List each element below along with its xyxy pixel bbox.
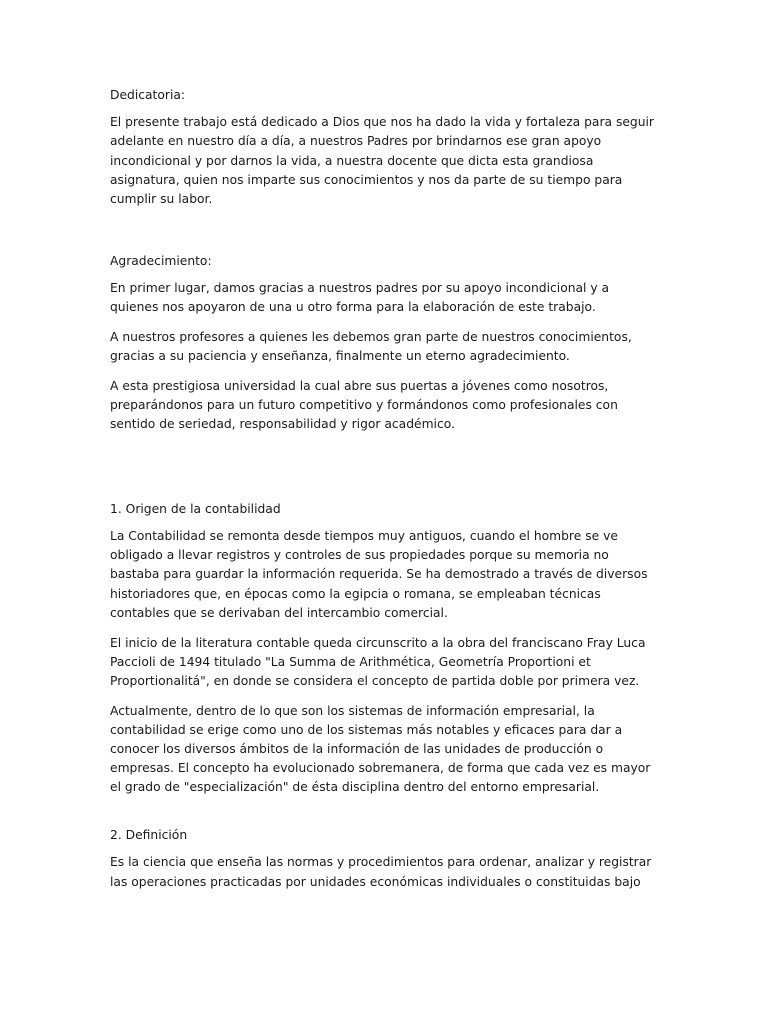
text-line: adelante en nuestro día a día, a nuestros Padres por brindarnos ese gran apoyo xyxy=(110,134,602,149)
text-line: Proportionalitá", en donde se considera el concepto de partida doble por primera vez. xyxy=(110,673,640,688)
dedicatoria-paragraph xyxy=(110,113,662,209)
text-line: contables que se derivaban del intercambio comercial. xyxy=(110,605,448,620)
spacer xyxy=(110,220,662,252)
text-line: contabilidad se erige como uno de los sistemas más notables y eficaces para dar a xyxy=(110,722,623,737)
spacer xyxy=(110,445,662,500)
text-line: A esta prestigiosa universidad la cual abre sus puertas a jóvenes como nosotros, xyxy=(110,378,609,393)
text-line: Paccioli de 1494 titulado "La Summa de Arithmética, Geometría Proportioni et xyxy=(110,654,591,669)
text-line: sentido de seriedad, responsabilidad y rigor académico. xyxy=(110,417,455,432)
text-line: las operaciones practicadas por unidades económicas individuales o constituidas bajo xyxy=(110,874,641,889)
text-line: El inicio de la literatura contable queda circunscrito a la obra del franciscano Fray Luca xyxy=(110,635,646,650)
text-line: quienes nos apoyaron de una u otro forma para la elaboración de este trabajo. xyxy=(110,300,596,315)
definicion-heading: 2. Definición xyxy=(110,828,188,843)
text-line: preparándonos para un futuro competitivo y formándonos como profesionales con xyxy=(110,397,618,412)
text-line: bastaba para guardar la información requerida. Se ha demostrado a través de diversos xyxy=(110,567,648,582)
text-line: empresas. El concepto ha evolucionado sobremanera, de forma que cada vez es mayor xyxy=(110,761,651,776)
agradecimiento-paragraph-3 xyxy=(110,377,662,435)
text-line: asignatura, quien nos imparte sus conocimientos y nos da parte de su tiempo para xyxy=(110,172,623,187)
text-line: gracias a su paciencia y enseñanza, finalmente un eterno agradecimiento. xyxy=(110,349,570,364)
agradecimiento-paragraph-2 xyxy=(110,328,662,366)
definicion-paragraph xyxy=(110,853,662,891)
origen-paragraph-2 xyxy=(110,634,662,692)
origen-paragraph-1 xyxy=(110,527,662,623)
text-line: El presente trabajo está dedicado a Dios que nos ha dado la vida y fortaleza para seguir xyxy=(110,115,654,130)
text-line: Actualmente, dentro de lo que son los sistemas de información empresarial, la xyxy=(110,703,595,718)
agradecimiento-paragraph-1 xyxy=(110,279,662,317)
document-body xyxy=(110,86,662,902)
text-line: obligado a llevar registros y controles de sus propiedades porque su memoria no xyxy=(110,548,609,563)
text-line: La Contabilidad se remonta desde tiempos muy antiguos, cuando el hombre se ve xyxy=(110,529,618,544)
text-line: incondicional y por darnos la vida, a nuestra docente que dicta esta grandiosa xyxy=(110,153,594,168)
text-line: cumplir su labor. xyxy=(110,192,213,207)
text-line: A nuestros profesores a quienes les debemos gran parte de nuestros conocimientos, xyxy=(110,329,632,344)
text-line: conocer los diversos ámbitos de la información de las unidades de producción o xyxy=(110,742,604,757)
text-line: En primer lugar, damos gracias a nuestros padres por su apoyo incondicional y a xyxy=(110,280,610,295)
text-line: Es la ciencia que enseña las normas y procedimientos para ordenar, analizar y registrar xyxy=(110,855,652,870)
agradecimiento-heading: Agradecimiento: xyxy=(110,253,212,268)
text-line: historiadores que, en épocas como la egipcia o romana, se empleaban técnicas xyxy=(110,586,601,601)
text-line: el grado de "especialización" de ésta disciplina dentro del entorno empresarial. xyxy=(110,780,600,795)
origen-heading: 1. Origen de la contabilidad xyxy=(110,501,281,516)
origen-paragraph-3 xyxy=(110,702,662,798)
dedicatoria-heading: Dedicatoria: xyxy=(110,88,186,102)
spacer xyxy=(110,808,662,826)
